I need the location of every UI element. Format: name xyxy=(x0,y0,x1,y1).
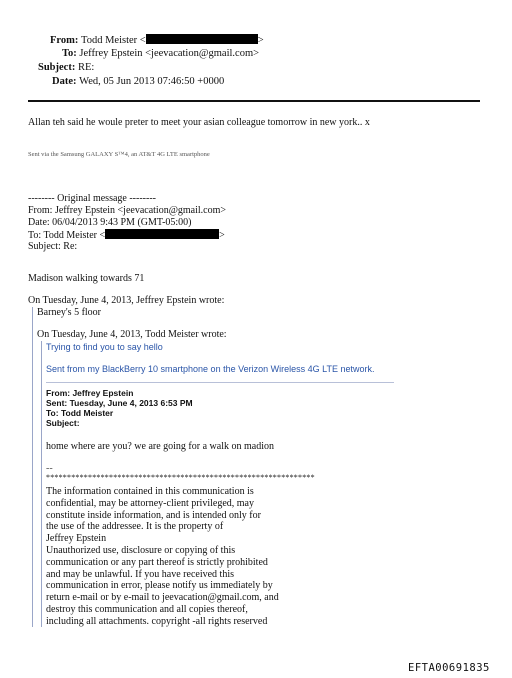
wrote-line-2: On Tuesday, June 4, 2013, Todd Meister wrote: xyxy=(37,329,227,340)
disclaimer-line: confidential, may be attorney-client privileged, may xyxy=(46,497,254,509)
disclaimer xyxy=(46,486,279,628)
inner-divider xyxy=(46,382,394,383)
disclaimer-line: communication in error, please notify us immediately by xyxy=(46,580,273,592)
disclaimer-line: including all attachments. copyright -all rights reserved xyxy=(46,615,268,627)
disclaimer-line: return e-mail or by e-mail to jeevacation@gmail.com, and xyxy=(46,592,279,604)
wrote-line-1: On Tuesday, June 4, 2013, Jeffrey Epstein wrote: xyxy=(28,295,225,306)
to-value: Jeffrey Epstein <jeevacation@gmail.com> xyxy=(79,48,260,59)
barneys-line: Barney's 5 floor xyxy=(37,307,102,318)
original-subject: Subject: Re: xyxy=(28,241,78,252)
document-id: EFTA00691835 xyxy=(408,662,490,674)
inner-from: From: Jeffrey Epstein xyxy=(46,388,134,398)
redaction-bar xyxy=(146,34,258,44)
disclaimer-line: Jeffrey Epstein xyxy=(46,533,107,545)
from-label: From: xyxy=(50,35,79,46)
disclaimer-line: the use of the addressee. It is the property of xyxy=(46,521,224,533)
message-text: Allan teh said he woule preter to meet your asian colleague tomorrow in new york.. x xyxy=(28,117,370,128)
stars-line: **************************************************************** xyxy=(46,473,315,482)
inner-body: home where are you? we are going for a walk on madion xyxy=(46,441,274,452)
disclaimer-line: constitute inside information, and is intended only for xyxy=(46,509,261,521)
quote-bar-inner xyxy=(41,341,42,627)
original-date: Date: 06/04/2013 9:43 PM (GMT-05:00) xyxy=(28,217,192,228)
to-label: To: xyxy=(62,48,77,59)
inner-to: To: Todd Meister xyxy=(46,408,114,418)
disclaimer-line: Unauthorized use, disclosure or copying of this xyxy=(46,544,236,556)
trying-line: Trying to find you to say hello xyxy=(46,342,163,352)
date-label: Date: xyxy=(52,76,77,87)
original-from: From: Jeffrey Epstein <jeevacation@gmail.com> xyxy=(28,205,227,216)
header-divider xyxy=(28,100,480,102)
disclaimer-line: The information contained in this communication is xyxy=(46,486,254,497)
inner-sent: Sent: Tuesday, June 4, 2013 6:53 PM xyxy=(46,398,193,408)
inner-subject: Subject: xyxy=(46,418,80,428)
header-date xyxy=(52,76,224,88)
subject-label: Subject: xyxy=(38,62,76,73)
message-signature: Sent via the Samsung GALAXY S™4, an AT&T 4G LTE smartphone xyxy=(28,151,210,158)
inner-dash: -- xyxy=(46,463,53,474)
disclaimer-line: communication or any part thereof is strictly prohibited xyxy=(46,556,268,568)
disclaimer-line: and may be unlawful. If you have received this xyxy=(46,568,234,580)
header-to xyxy=(62,48,259,60)
original-separator: -------- Original message -------- xyxy=(28,193,156,204)
original-to: To: Todd Meister < > xyxy=(28,230,225,241)
redaction-bar xyxy=(105,229,219,239)
madison-line: Madison walking towards 71 xyxy=(28,273,145,284)
date-value: Wed, 05 Jun 2013 07:46:50 +0000 xyxy=(79,76,225,87)
subject-value: RE: xyxy=(77,62,95,73)
blackberry-signature: Sent from my BlackBerry 10 smartphone on the Verizon Wireless 4G LTE network. xyxy=(46,364,375,374)
quote-bar-outer xyxy=(32,307,33,627)
header-from: From: Todd Meister < > xyxy=(50,35,264,46)
disclaimer-line: destroy this communication and all copies thereof, xyxy=(46,603,248,615)
header-subject xyxy=(38,62,94,74)
from-value: Todd Meister < xyxy=(81,35,146,46)
